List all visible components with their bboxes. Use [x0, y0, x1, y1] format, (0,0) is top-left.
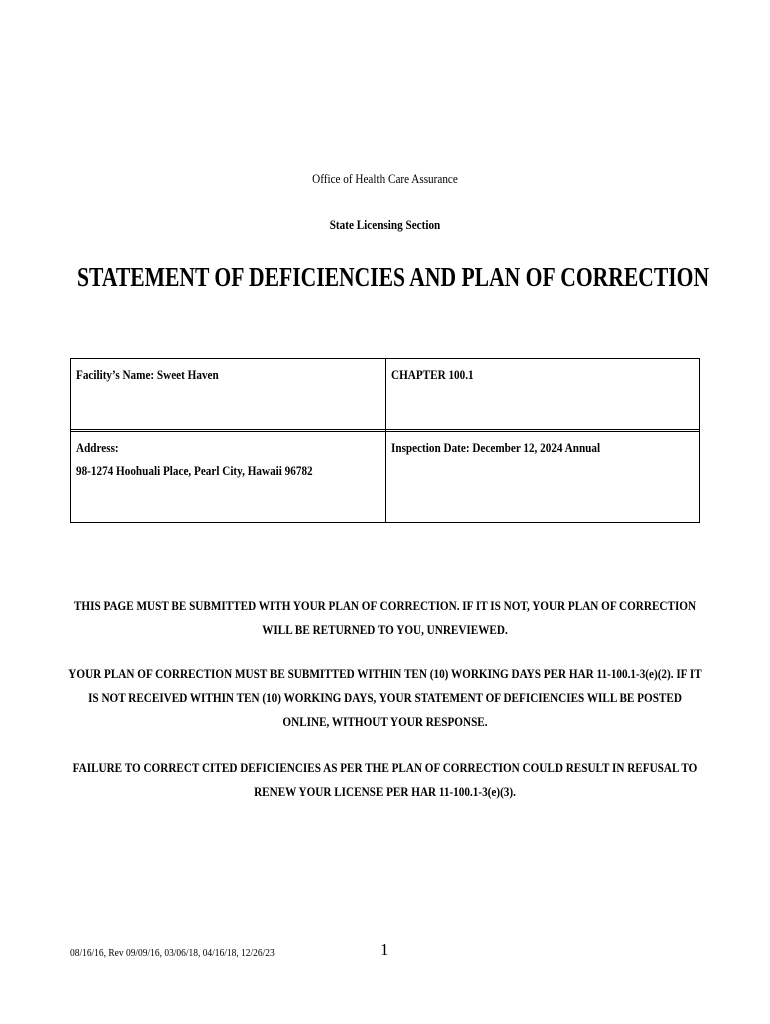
table-divider-horizontal	[71, 429, 699, 430]
inspection-date: Inspection Date: December 12, 2024 Annual	[391, 440, 601, 455]
submit-page-notice	[60, 594, 710, 642]
inspection-date-cell	[386, 432, 699, 522]
submit-page-notice-text: THIS PAGE MUST BE SUBMITTED WITH YOUR PLAN OF CORRECTION. IF IT IS NOT, YOUR PLAN OF CORRECTION WILL BE RETURNED TO YOU, UNREVIEWED.	[73, 598, 697, 637]
section-name: State Licensing Section	[329, 217, 441, 232]
page-number: 1	[380, 940, 389, 959]
facility-info-table	[70, 358, 700, 523]
failure-notice-text: FAILURE TO CORRECT CITED DEFICIENCIES AS PER THE PLAN OF CORRECTION COULD RESULT IN REFUSAL TO RENEW YOUR LICENSE PER HAR 11-100.1-3(e)(3).	[72, 760, 698, 799]
deadline-notice	[60, 662, 710, 734]
chapter: CHAPTER 100.1	[391, 367, 474, 382]
deadline-notice-text: YOUR PLAN OF CORRECTION MUST BE SUBMITTED WITHIN TEN (10) WORKING DAYS PER HAR 11-100.1-3(e)(2). IF IT IS NOT RECEIVED WITHIN TEN (10) WORKING DAYS, YOUR STATEMENT OF DEFICIENCIES WILL BE POSTED ONLINE, WITHOUT YOUR RESPONSE.	[68, 666, 702, 729]
revision-dates: 08/16/16, Rev 09/09/16, 03/06/18, 04/16/18, 12/26/23	[70, 947, 275, 959]
failure-notice	[60, 756, 710, 804]
document-title: STATEMENT OF DEFICIENCIES AND PLAN OF CORRECTION	[77, 262, 710, 292]
address-value: 98-1274 Hoohuali Place, Pearl City, Hawaii 96782	[76, 463, 313, 478]
facility-name-cell	[71, 359, 385, 429]
facility-name: Facility’s Name: Sweet Haven	[76, 367, 219, 382]
address-label: Address:	[76, 440, 119, 455]
address-cell	[71, 432, 385, 522]
office-name: Office of Health Care Assurance	[312, 171, 458, 186]
chapter-cell	[386, 359, 699, 429]
